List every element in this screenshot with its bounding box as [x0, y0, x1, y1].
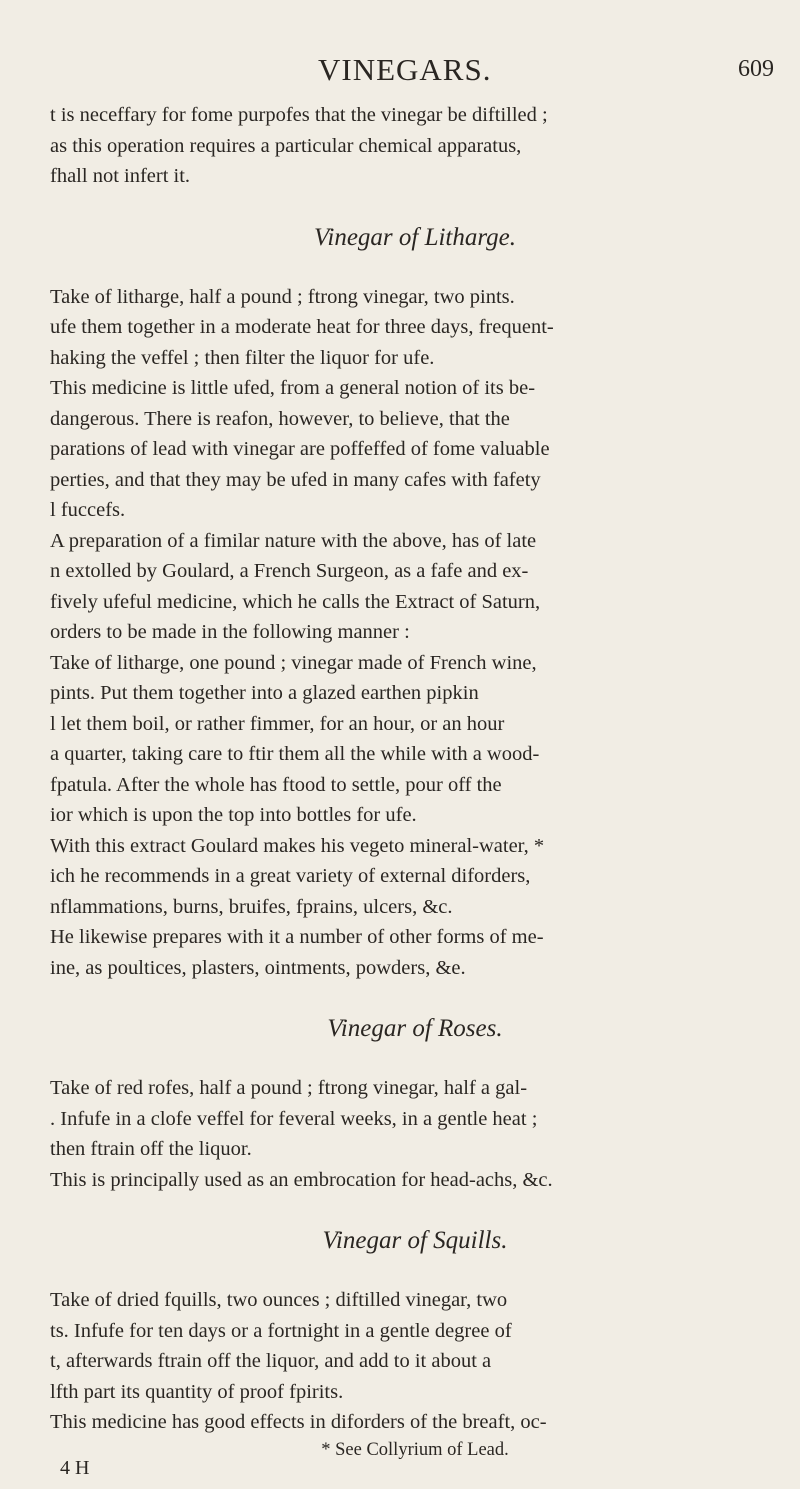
text-line: n extolled by Goulard, a French Surgeon, as a fafe and ex- [50, 560, 529, 582]
text-line: t, afterwards ftrain off the liquor, and add to it about a [50, 1350, 492, 1372]
running-title: VINEGARS. [318, 52, 492, 87]
text-line: dangerous. There is reafon, however, to believe, that the [50, 407, 510, 430]
intro-paragraph [50, 100, 780, 192]
text-line: Take of dried fquills, two ounces ; diftilled vinegar, two [50, 1289, 508, 1311]
text-line: ine, as poultices, plasters, ointments, powders, &e. [50, 956, 466, 979]
text-line: perties, and that they may be ufed in many cafes with fafety [50, 468, 541, 491]
text-line: l fuccefs. [50, 499, 126, 521]
text-line: This medicine is little ufed, from a general notion of its be- [50, 377, 536, 399]
text-line: ich he recommends in a great variety of external diforders, [50, 865, 531, 887]
text-line: pints. Put them together into a glazed earthen pipkin [50, 682, 479, 704]
text-line: Take of litharge, one pound ; vinegar made of French wine, [50, 651, 537, 674]
section-roses-paragraph [50, 1073, 780, 1195]
section-litharge-paragraph [50, 282, 780, 984]
text-line: ufe them together in a moderate heat for three days, frequent- [50, 316, 554, 338]
text-line: ts. Infufe for ten days or a fortnight in a gentle degree of [50, 1319, 512, 1342]
text-line: Take of litharge, half a pound ; ftrong vinegar, two pints. [50, 285, 515, 308]
section-heading-squills: Vinegar of Squills. [322, 1227, 508, 1254]
text-line: nflammations, burns, bruifes, fprains, ulcers, &c. [50, 895, 453, 918]
text-line: a quarter, taking care to ftir them all the while with a wood- [50, 743, 540, 765]
text-line: With this extract Goulard makes his vegeto mineral-water, * [50, 834, 545, 857]
text-line: l let them boil, or rather fimmer, for an hour, or an hour [50, 712, 505, 735]
text-line: lfth part its quantity of proof fpirits. [50, 1380, 344, 1403]
text-line: ior which is upon the top into bottles for ufe. [50, 804, 417, 826]
text-line: Take of red rofes, half a pound ; ftrong vinegar, half a gal- [50, 1077, 528, 1099]
text-line: This medicine has good effects in diforders of the breaft, oc- [50, 1411, 547, 1433]
text-line: fively ufeful medicine, which he calls the Extract of Saturn, [50, 590, 541, 613]
section-heading-roses: Vinegar of Roses. [327, 1015, 503, 1042]
page-header [0, 52, 800, 92]
text-line: haking the veffel ; then filter the liquor for ufe. [50, 346, 435, 369]
text-line: parations of lead with vinegar are poffeffed of fome valuable [50, 438, 550, 460]
text-line: He likewise prepares with it a number of other forms of me- [50, 926, 544, 948]
text-line: . Infufe in a clofe veffel for feveral weeks, in a gentle heat ; [50, 1107, 538, 1130]
text-line: A preparation of a fimilar nature with the above, has of late [50, 529, 537, 552]
text-line: fhall not infert it. [50, 165, 191, 187]
page-number: 609 [738, 56, 774, 82]
section-heading-litharge: Vinegar of Litharge. [313, 223, 517, 251]
signature-mark: 4 H [60, 1456, 90, 1479]
text-line: This is principally used as an embrocation for head-achs, &c. [50, 1168, 553, 1191]
text-line: t is neceffary for fome purpofes that the vinegar be diftilled ; [50, 104, 548, 126]
footnote: * See Collyrium of Lead. [321, 1439, 509, 1460]
text-line: fpatula. After the whole has ftood to settle, pour off the [50, 773, 502, 796]
text-line: as this operation requires a particular chemical apparatus, [50, 134, 522, 157]
section-squills-paragraph [50, 1285, 780, 1438]
body-text [50, 100, 780, 1480]
text-line: then ftrain off the liquor. [50, 1138, 252, 1160]
text-line: orders to be made in the following manner : [50, 621, 410, 643]
